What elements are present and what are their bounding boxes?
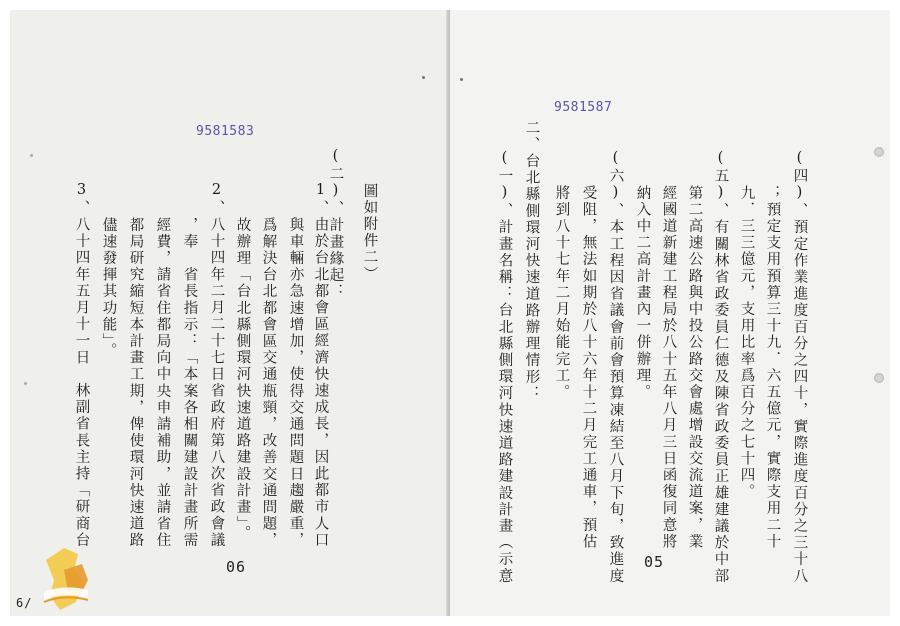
right-col-1: (四)、預定作業進度百分之四十，實際進度百分之三十八	[791, 150, 808, 585]
right-col-10: 將到八十七年二月始能完工。	[553, 185, 570, 401]
right-col-12: (一)、計畫名稱：台北縣側環河快速道路建設計畫（示意	[496, 150, 513, 585]
left-col-4: 與車輛亦急速增加，使得交通問題日趨嚴重，	[287, 217, 304, 549]
library-logo-icon	[38, 540, 100, 614]
right-page	[450, 10, 890, 616]
binding-hole	[874, 373, 884, 383]
left-page	[10, 10, 450, 616]
right-col-8: (六)、本工程因省議會前會預算凍結至八月下旬，致進度	[607, 150, 624, 585]
left-col-10: 都局研究縮短本計畫工期，俾使環河快速道路	[127, 217, 144, 549]
left-col-3: 1、由於台北都會區經濟快速成長，因此都市人口	[312, 182, 329, 549]
scanned-document	[10, 10, 890, 616]
binding-hole	[874, 147, 884, 157]
right-col-2: ；預定支用預算三十九．六五億元，實際支用二十	[764, 185, 781, 551]
left-page-stamp: 9581583	[196, 124, 255, 139]
left-col-8: ，奉 省長指示：「本案各相關建設計畫所需	[181, 217, 198, 549]
left-col-9: 經費，請省住都局向中央申請補助，並請省住	[154, 217, 171, 549]
left-col-5: 爲解決台北都會區交通瓶頸，改善交通問題，	[260, 217, 277, 549]
left-col-11: 儘速發揮其功能」。	[100, 217, 117, 360]
left-col-7: 2、八十四年二月二十七日省政府第八次省政會議	[208, 182, 225, 549]
left-page-number: 06	[226, 558, 247, 576]
left-col-6: 故辦理「台北縣側環河快速道路建設計畫」。	[234, 217, 251, 542]
left-corner-mark: 6/	[16, 596, 33, 610]
right-col-4: (五)、有關林省政委員仁德及陳省政委員正雄建議於中部	[712, 150, 729, 585]
left-col-12: 3、八十四年五月十一日 林副省長主持「研商台	[73, 182, 90, 549]
right-col-5: 第二高速公路與中投公路交會處增設交流道案，業	[686, 185, 703, 551]
right-col-6: 經國道新建工程局於八十五年八月三日函復同意將	[660, 185, 677, 551]
right-page-stamp: 9581587	[554, 100, 613, 115]
right-col-9: 受阻，無法如期於八十六年十二月完工通車，預估	[580, 185, 597, 551]
right-col-11: 二、台北縣側環河快速道路辦理情形：	[523, 120, 540, 403]
left-col-1: (二)、計畫緣起：	[327, 148, 344, 301]
left-col-2: 圖如附件二）	[361, 183, 378, 283]
right-col-7: 納入中二高計畫內一併辦理。	[634, 185, 651, 401]
right-col-3: 九．三三億元，支用比率爲百分之七十四。	[738, 185, 755, 501]
right-page-number: 05	[644, 553, 665, 571]
